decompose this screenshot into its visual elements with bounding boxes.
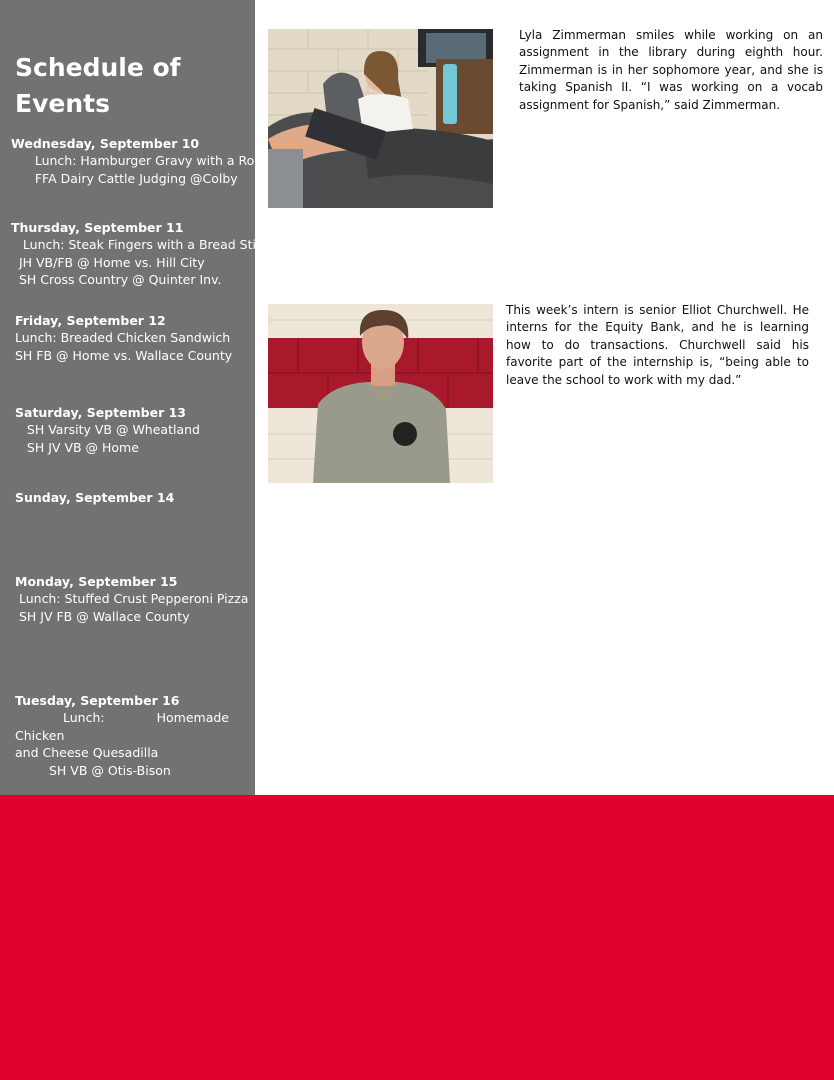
day-wednesday	[11, 135, 261, 187]
day-saturday	[15, 404, 200, 456]
day-sunday	[15, 489, 174, 506]
day-tuesday	[15, 692, 229, 779]
event-line: SH JV FB @ Wallace County	[15, 608, 190, 624]
intern-portrait-photo	[268, 304, 493, 483]
event-line: and Cheese Quesadilla	[15, 745, 159, 761]
day-monday	[15, 573, 248, 625]
event-line: Lunch: Homemade Chicken	[15, 710, 229, 743]
library-student-photo	[268, 29, 493, 208]
event-line: Lunch: Hamburger Gravy with a Roll	[11, 153, 262, 169]
event-line: SH Cross Country @ Quinter Inv.	[11, 272, 222, 288]
event-line: SH VB @ Otis-Bison	[49, 762, 171, 778]
red-footer-band	[0, 795, 834, 1080]
event-line: Lunch: Breaded Chicken Sandwich	[15, 330, 231, 346]
event-line: SH FB @ Home vs. Wallace County	[15, 347, 233, 363]
event-line: SH Varsity VB @ Wheatland	[15, 422, 200, 438]
event-line: JH VB/FB @ Home vs. Hill City	[11, 254, 205, 270]
day-heading: Thursday, September 11	[11, 220, 184, 235]
day-heading: Wednesday, September 10	[11, 136, 200, 151]
event-line: FFA Dairy Cattle Judging @Colby	[11, 170, 238, 186]
event-line: Lunch: Steak Fingers with a Bread Stick	[11, 237, 271, 253]
schedule-sidebar	[0, 0, 271, 795]
intern-photo-caption: This week’s intern is senior Elliot Churchwell. He interns for the Equity Bank, and he is learning how to do transactions. Churchwell said his favorite part of the internship is, “being able to leave the school to work with my dad.”	[506, 303, 809, 387]
day-friday	[15, 312, 232, 364]
day-heading: Tuesday, September 16	[15, 693, 180, 708]
day-heading: Friday, September 12	[15, 313, 166, 328]
schedule-title: Schedule of Events	[15, 53, 181, 118]
day-heading: Monday, September 15	[15, 574, 178, 589]
library-photo-caption: Lyla Zimmerman smiles while working on an assignment in the library during eighth hour. Zimmerman is in her sophomore year, and she is taking Spanish II. “I was working on a vocab assignment for Spanish,” said Zimmerman.	[519, 28, 823, 112]
event-line: Lunch: Stuffed Crust Pepperoni Pizza	[15, 591, 249, 607]
day-heading: Saturday, September 13	[15, 405, 186, 420]
day-thursday	[11, 219, 270, 289]
day-heading: Sunday, September 14	[15, 490, 175, 505]
event-line: SH JV VB @ Home	[15, 439, 139, 455]
